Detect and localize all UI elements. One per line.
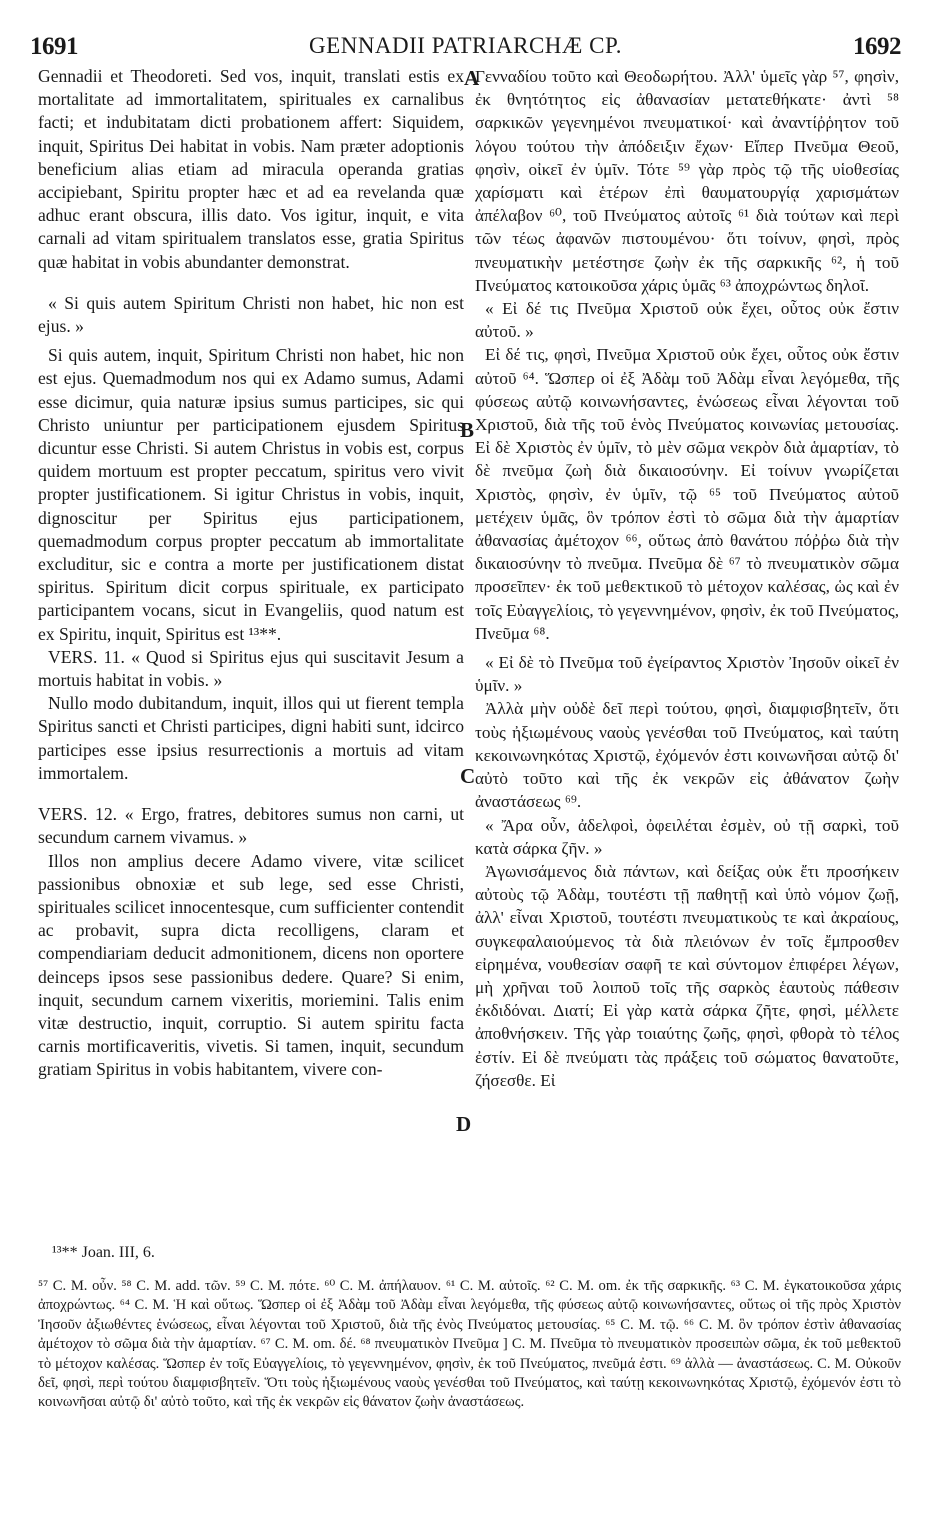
latin-verse-heading: VERS. 11. « Quod si Spiritus ejus qui suscitavit Jesum a mortuis habitat in vobis. » xyxy=(38,646,464,691)
latin-lemma: « Si quis autem Spiritum Christi non habet, hic non est ejus. » xyxy=(38,292,464,337)
greek-lemma: « Εἰ δέ τις Πνεῦμα Χριστοῦ οὐκ ἔχει, οὗτος οὐκ ἔστιν αὐτοῦ. » xyxy=(475,299,899,342)
page-header xyxy=(30,33,901,59)
variant-notes: ⁵⁷ C. M. οὖν. ⁵⁸ C. M. add. τῶν. ⁵⁹ C. M. πότε. ⁶⁰ C. M. ἀπήλαυον. ⁶¹ C. M. αὐτοῖς. ⁶² C. M. om. ἐκ τῆς σαρκικῆς. ⁶³ C. M. ἐγκατοικοῦσα χάρις ἀποχρώντως. ⁶⁴ C. M. Ἡ καὶ οὕτως. Ὥσπερ οἱ ἐξ Ἀδὰμ τοῦ Ἀδὰμ εἶναι λεγόμεθα, τῆς φύσεως αὐτῷ κοινωνήσαντες, οὕτως οἱ τῆς πρὸς Χριστὸν Ἰησοῦν ἀξιωθέντες ἑνώσεως, εἶναι λέγονται τοῦ Χριστοῦ, διὰ τῆς ἐνὸς Πνεύματος μετουσίας. ⁶⁵ C. M. τῷ. ⁶⁶ C. M. ὃν τρόπον ἐστὶν ἀθανασίας ἀμέτοχον τὸ σῶμα διὰ τὴν ἁμαρτίαν. ⁶⁷ C. M. om. δέ. ⁶⁸ πνευματικὸν Πνεῦμα ] C. M. Πνεῦμα τὸ πνευματικὸν προσειπὼν σῶμα, ἐκ τοῦ μεθεκτοῦ τὸ μέτοχον καλέσας. Ὥσπερ ἐν τοῖς Εὐαγγελίοις, τὸ γεγεννημένον, φησὶν, ἐκ τοῦ Πνεύματος, πνεῦμά ἐστι. ⁶⁹ ἀλλὰ — ἀναστάσεως. C. M. Οὐκοῦν δεῖ, φησὶ, περὶ τούτου διαμφισβητεῖν. Ὅτι τοὺς ἠξιωμένους ναοὺς γενέσθαι τοῦ Πνεύματος, καὶ ταύτῃ κεκοινωνηκότας Χριστῷ, ἐχόμενόν ἐστι τὸ κοινωνῆσαι αὐτῷ δι' αὐτὸ τοῦτο, καὶ τῆς ἐκ νεκρῶν εἰς θάνατον ζωὴν ἀναστάσεως. xyxy=(38,1278,901,1411)
greek-paragraph: Εἰ δέ τις, φησὶ, Πνεῦμα Χριστοῦ οὐκ ἔχει, οὗτος οὐκ ἔστιν αὐτοῦ ⁶⁴. Ὥσπερ οἱ ἐξ Ἀδὰμ τοῦ Ἀδὰμ εἶναι λεγόμεθα, τῆς φύσεως αὐτῷ κοινωνήσαντες, ἑνώσεως εἶναι λέγονται τοῦ Χριστοῦ, διὰ τῆς τοῦ ἑνὸς Πνεύματος κοινωνίας μετουσίας. Εἰ δὲ Χριστὸς ἐν ὑμῖν, τὸ μὲν σῶμα νεκρὸν διὰ ἁμαρτίαν, τὸ δὲ πνεῦμα ζωὴ διὰ δικαιοσύνην. Εἰ τοίνυν γνωρίζεται Χριστὸς, φησὶν, ἐν ὑμῖν, τῷ ⁶⁵ τοῦ Πνεύματος αὐτοῦ μετέχειν ὑμᾶς, ὃν τρόπον ἐστὶ τὸ σῶμα διὰ τὴν ἁμαρτίαν ἀθανασίας ἀμέτοχον ⁶⁶, οὕτως ἀπὸ θανάτου πόῤῥω διὰ τὴν δικαιοσύνην τὸ πνεῦμα. Πνεῦμα δὲ ⁶⁷ τὸ πνευματικὸν σῶμα προσεῖπεν· ἐκ τοῦ μεθεκτικοῦ τὸ μέτοχον καλέσας, ὡς καὶ ἐν τοῖς Εὐαγγελίοις, τὸ γεγεννημένον, φησὶν, ἐκ τοῦ Πνεύματος, Πνεῦμα ⁶⁸. xyxy=(475,345,899,643)
latin-verse-heading: VERS. 12. « Ergo, fratres, debitores sumus non carni, ut secundum carnem vivamus. » xyxy=(38,804,464,848)
running-title: GENNADII PATRIARCHÆ CP. xyxy=(309,33,622,58)
margin-letter-a: A xyxy=(464,66,480,90)
scripture-footnote: ¹³** Joan. III, 6. xyxy=(52,1244,155,1261)
latin-paragraph: Illos non amplius decere Adamo vivere, vitæ scilicet passionibus obnoxiæ et sub lege, sed esse Christi, spirituales scilicet innocentesque, cum sufficienter contendit ac probavit, supra dicta recolligens, claram et compendiariam deducit admonitionem, dicens non oportere deinceps ipsos sese passionibus dedere. Quare? Si enim, inquit, secundum carnem vixeritis, moriemini. Talis enim vitæ destructio, inquit, corruptio. Si autem spiritu facta carnis mortificaveritis, vivetis. Si tamen, inquit, secundum gratiam Spiritus in vobis habitantem, vivere con- xyxy=(38,850,464,1080)
greek-lemma: « Εἰ δὲ τὸ Πνεῦμα τοῦ ἐγείραντος Χριστὸν Ἰησοῦν οἰκεῖ ἐν ὑμῖν. » xyxy=(475,653,899,696)
greek-column xyxy=(475,65,899,1092)
margin-letter-d: D xyxy=(456,1112,472,1136)
margin-letter-b: B xyxy=(460,418,475,442)
greek-lemma: « Ἄρα οὖν, ἀδελφοὶ, ὀφειλέται ἐσμὲν, οὐ τῇ σαρκὶ, τοῦ κατὰ σάρκα ζῆν. » xyxy=(475,815,899,858)
latin-paragraph: Nullo modo dubitandum, inquit, illos qui ut fierent templa Spiritus sancti et Christi participes, digni habiti sunt, idcirco participes esse ipsius resurrectionis a mortuis ad vitam immortalem. xyxy=(38,693,464,783)
greek-paragraph: Ἀλλὰ μὴν οὐδὲ δεῖ περὶ τούτου, φησὶ, διαμφισβητεῖν, ὅτι τοὺς ἠξιωμένους ναοὺς γενέσθαι τοῦ Πνεύματος, καὶ ταύτη κεκοινωνηκότας Χριστῷ, ἐχόμενόν ἐστι κοινωνῆσαι αὐτῷ δι' αὐτὸ τοῦτο καὶ τῆς ἐκ νεκρῶν εἰς ἀθάνατον ζωὴν ἀναστάσεως ⁶⁹. xyxy=(475,699,899,812)
latin-column xyxy=(38,65,464,1082)
critical-apparatus xyxy=(38,1277,901,1413)
latin-paragraph: Si quis autem, inquit, Spiritum Christi non habet, hic non est ejus. Quemadmodum nos qui ex Adamo sumus, Adami esse dicimur, quia naturæ ipsius sumus participes, sic qui Christo uniuntur per participationem ejusdem Spiritus dicuntur esse Christi. Si autem Christus in vobis est, corpus quidem mortuum est propter peccatum, spiritus vero vivit propter justificationem. Si igitur Christus in vobis, inquit, dignoscitur per Spiritus ejus participationem, quemadmodum corpus propter peccatum ab immortalitate excluditur, sic e contra a morte per justificationem distat spiritus. Spiritum dicit corpus spirituale, ex participato participantem vocans, sicut in Evangeliis, quod natum est ex Spiritu, inquit, Spiritus est ¹³**. xyxy=(38,345,464,644)
latin-paragraph: Gennadii et Theodoreti. Sed vos, inquit, translati estis ex mortalitate ad immortalitatem, spirituales ex carnalibus facti; et indubitatam dicti probationem affert: Siquidem, inquit, Spiritus Dei habitat in vobis. Nam præter adoptionis beneficium alias etiam ad miracula operanda gratias accipiebant, Spiritu propter hæc et ad ea revelanda quæ adhuc erant obscura, illis dato. Vos igitur, inquit, e vita carnali ad vitam spiritualem translatos esse, gratia Spiritus quæ habitat in vobis abundanter demonstrat. xyxy=(38,66,464,272)
right-page-number: 1692 xyxy=(853,33,901,60)
left-page-number: 1691 xyxy=(30,33,78,60)
greek-paragraph: Ἀγωνισάμενος διὰ πάντων, καὶ δείξας οὐκ ἔτι προσήκειν αὐτοὺς τῷ Ἀδὰμ, τουτέστι τῇ παθητῇ καὶ ὑπὸ νόμον ζωῇ, ἀλλ' εἶναι Χριστοῦ, τουτέστι πνευματικοὺς τε καὶ ἀκραίους, συγκεφαλαιούμενος τὰ διὰ πλειόνων ἐν τοῖς ἔμπροσθεν εἰρημένα, νουθεσίαν σαφῆ τε καὶ σύντομον ἐπιφέρει λέγων, μὴ χρῆναι τοῦ λοιποῦ τοῖς τῆς σαρκὸς ἑαυτοὺς πάθεσιν ἐκδιδόναι. Διατί; Εἰ γὰρ κατὰ σάρκα ζῆτε, φησὶ, μέλλετε ἀποθνήσκειν. Τῆς γὰρ τοιαύτης ζωῆς, φησὶ, φθορὰ τὸ τέλος ἐστίν. Εἰ δὲ πνεύματι τὰς πράξεις τοῦ σώματος θανατοῦτε, ζήσεσθε. Εἰ xyxy=(475,861,899,1090)
margin-letter-c: C xyxy=(460,764,476,788)
greek-paragraph: Γενναδίου τοῦτο καὶ Θεοδωρήτου. Ἀλλ' ὑμεῖς γὰρ ⁵⁷, φησὶν, ἐκ θνητότητος εἰς ἀθανασίαν μετατεθήκατε· ἀντὶ ⁵⁸ σαρκικῶν γεγενημένοι πνευματικοί· καὶ ἀναντίῤῥητον τοῦ λόγου τούτου τὴν ἀπόδειξιν ἔχων· Εἴπερ Πνεῦμα Θεοῦ, φησὶν, οἰκεῖ ἐν ὑμῖν. Τότε ⁵⁹ γὰρ πρὸς τῷ τῆς υἱοθεσίας χαρίσματι καὶ ἑτέρων ἐπὶ θαυματουργίᾳ χαρισμάτων ἀπέλαβον ⁶⁰, τοῦ Πνεύματος αὐτοῖς ⁶¹ διὰ τούτων καὶ περὶ τῶν τέως ἀφανῶν πιστουμένου· ὅτι τοίνυν, φησὶ, πρὸς πνευματικὴν μετέστησε ζωὴν ἐκ τῆς σαρκικῆς ⁶², ἡ τοῦ Πνεύματος κατοικοῦσα χάρις ὑμᾶς ⁶³ ἀποχρώντως δηλοῖ. xyxy=(475,67,899,295)
